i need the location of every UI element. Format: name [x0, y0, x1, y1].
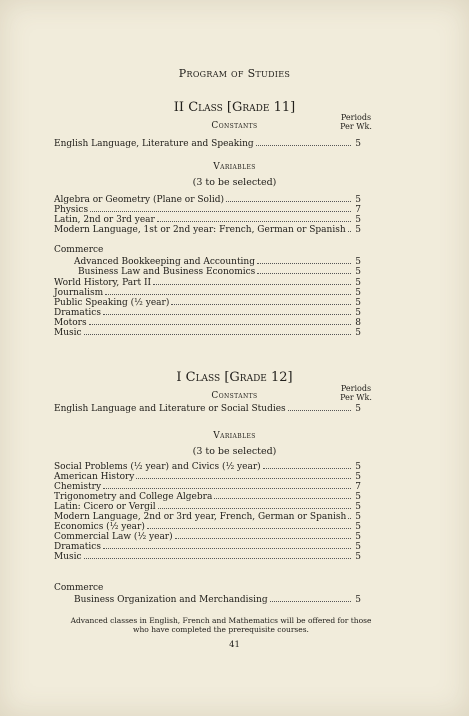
course-row: [54, 501, 361, 511]
periods-per-week: 5: [355, 552, 361, 562]
course-row: [54, 531, 361, 541]
periods-per-week: 5: [355, 462, 361, 472]
page-number: 41: [229, 640, 240, 650]
dot-leader: [105, 287, 351, 295]
course-row: [54, 287, 361, 297]
course-row: [54, 204, 361, 214]
periods-per-week: 5: [355, 267, 361, 277]
course-row: [54, 471, 361, 481]
course-row: [54, 541, 361, 551]
periods-per-week: 5: [355, 542, 361, 552]
constants-label-12: Constants: [211, 391, 258, 401]
grade-11-heading: II Class [Grade 11]: [173, 100, 296, 115]
commerce-list-11: [54, 256, 361, 276]
dot-leader: [90, 204, 351, 212]
course-name: Commercial Law (½ year): [54, 532, 173, 542]
dot-leader: [226, 194, 351, 202]
course-name: Latin: Cicero or Vergil: [54, 502, 156, 512]
commerce-list-12: [54, 594, 361, 604]
footnote-line: who have completed the prerequisite courses.: [133, 625, 309, 634]
course-name: Algebra or Geometry (Plane or Solid): [54, 195, 224, 205]
course-row: [54, 307, 361, 317]
course-row: [54, 594, 361, 604]
variables-list-11a: [54, 194, 361, 234]
dot-leader: [157, 214, 351, 222]
periods-per-week: 5: [355, 139, 361, 149]
course-row: [54, 194, 361, 204]
course-row: [54, 224, 361, 234]
course-row: [54, 266, 361, 276]
periods-per-week: 7: [355, 205, 361, 215]
footnote: [56, 616, 386, 634]
dot-leader: [84, 551, 351, 559]
page-title: Program of Studies: [178, 67, 291, 80]
periods-per-week: 5: [355, 595, 361, 605]
course-row: [54, 551, 361, 561]
course-row: [54, 138, 361, 148]
dot-leader: [153, 277, 351, 285]
dot-leader: [171, 297, 351, 305]
periods-per-week: 5: [355, 195, 361, 205]
constants-list-12: [54, 403, 361, 413]
dot-leader: [175, 531, 351, 539]
course-name: Public Speaking (½ year): [54, 298, 170, 308]
dot-leader: [84, 327, 351, 335]
course-row: [54, 521, 361, 531]
dot-leader: [256, 138, 351, 146]
course-row: [54, 317, 361, 327]
course-name: Business Law and Business Economics: [78, 267, 256, 277]
course-name: Chemistry: [54, 482, 102, 492]
course-name: Music: [54, 552, 82, 562]
course-row: [54, 481, 361, 491]
course-row: [54, 277, 361, 287]
periods-per-week: 5: [355, 328, 361, 338]
course-name: Economics (½ year): [54, 522, 145, 532]
periods-per-week: 5: [355, 472, 361, 482]
course-row: [54, 491, 361, 501]
dot-leader: [270, 594, 351, 602]
dot-leader: [348, 224, 351, 232]
course-name: Dramatics: [54, 542, 101, 552]
grade-12-heading: I Class [Grade 12]: [176, 370, 293, 385]
periods-label: Periods: [340, 113, 372, 122]
course-name: Journalism: [54, 288, 104, 298]
dot-leader: [89, 317, 351, 325]
variables-label-12: Variables: [213, 431, 256, 441]
periods-per-week: 5: [355, 404, 361, 414]
course-name: Social Problems (½ year) and Civics (½ year): [54, 462, 261, 472]
periods-per-week: 5: [355, 298, 361, 308]
dot-leader: [214, 491, 351, 499]
course-name: Trigonometry and College Algebra: [54, 492, 213, 502]
dot-leader: [147, 521, 351, 529]
periods-per-week: 5: [355, 288, 361, 298]
course-row: [54, 256, 361, 266]
course-row: [54, 461, 361, 471]
commerce-label-12: Commerce: [54, 583, 104, 593]
course-name: Modern Language, 1st or 2nd year: French, German or Spanish: [54, 225, 346, 235]
dot-leader: [136, 471, 351, 479]
variables-label-11: Variables: [213, 162, 256, 172]
periods-per-week: 5: [355, 512, 361, 522]
per-week-label: Per Wk.: [340, 122, 372, 131]
periods-per-week: 5: [355, 225, 361, 235]
periods-per-week: 8: [355, 318, 361, 328]
course-row: [54, 327, 361, 337]
course-name: Latin, 2nd or 3rd year: [54, 215, 155, 225]
course-row: [54, 297, 361, 307]
constants-label-11: Constants: [211, 121, 258, 131]
periods-per-week: 5: [355, 257, 361, 267]
dot-leader: [103, 481, 351, 489]
per-week-label: Per Wk.: [340, 393, 372, 402]
dot-leader: [257, 256, 351, 264]
dot-leader: [158, 501, 351, 509]
periods-per-week: 5: [355, 278, 361, 288]
variables-list-11b: [54, 277, 361, 337]
dot-leader: [257, 266, 351, 274]
periods-per-week: 5: [355, 215, 361, 225]
dot-leader: [348, 511, 351, 519]
constants-list-11: [54, 138, 361, 148]
course-row: [54, 214, 361, 224]
course-name: English Language, Literature and Speaking: [54, 139, 254, 149]
course-name: English Language and Literature or Social Studies: [54, 404, 286, 414]
course-name: Dramatics: [54, 308, 101, 318]
course-name: Motors: [54, 318, 87, 328]
dot-leader: [103, 307, 351, 315]
periods-per-week: 5: [355, 308, 361, 318]
dot-leader: [103, 541, 351, 549]
dot-leader: [288, 403, 351, 411]
periods-label: Periods: [340, 384, 372, 393]
variables-list-12: [54, 461, 361, 561]
periods-per-week: 5: [355, 532, 361, 542]
course-name: Music: [54, 328, 82, 338]
periods-per-week: 7: [355, 482, 361, 492]
course-name: Modern Language, 2nd or 3rd year, French, German or Spanish: [54, 512, 347, 522]
periods-per-week: 5: [355, 492, 361, 502]
course-name: World History, Part II: [54, 278, 152, 288]
course-name: Business Organization and Merchandising: [74, 595, 268, 605]
course-name: American History: [54, 472, 135, 482]
selection-note-11: (3 to be selected): [192, 177, 277, 188]
course-name: Physics: [54, 205, 89, 215]
commerce-label-11: Commerce: [54, 245, 104, 255]
periods-per-week: 5: [355, 522, 361, 532]
periods-per-week: 5: [355, 502, 361, 512]
course-row: [54, 511, 361, 521]
course-name: Advanced Bookkeeping and Accounting: [74, 257, 255, 267]
course-row: [54, 403, 361, 413]
selection-note-12: (3 to be selected): [192, 446, 277, 457]
footnote-line: Advanced classes in English, French and Mathematics will be offered for those: [70, 616, 372, 625]
dot-leader: [263, 461, 351, 469]
